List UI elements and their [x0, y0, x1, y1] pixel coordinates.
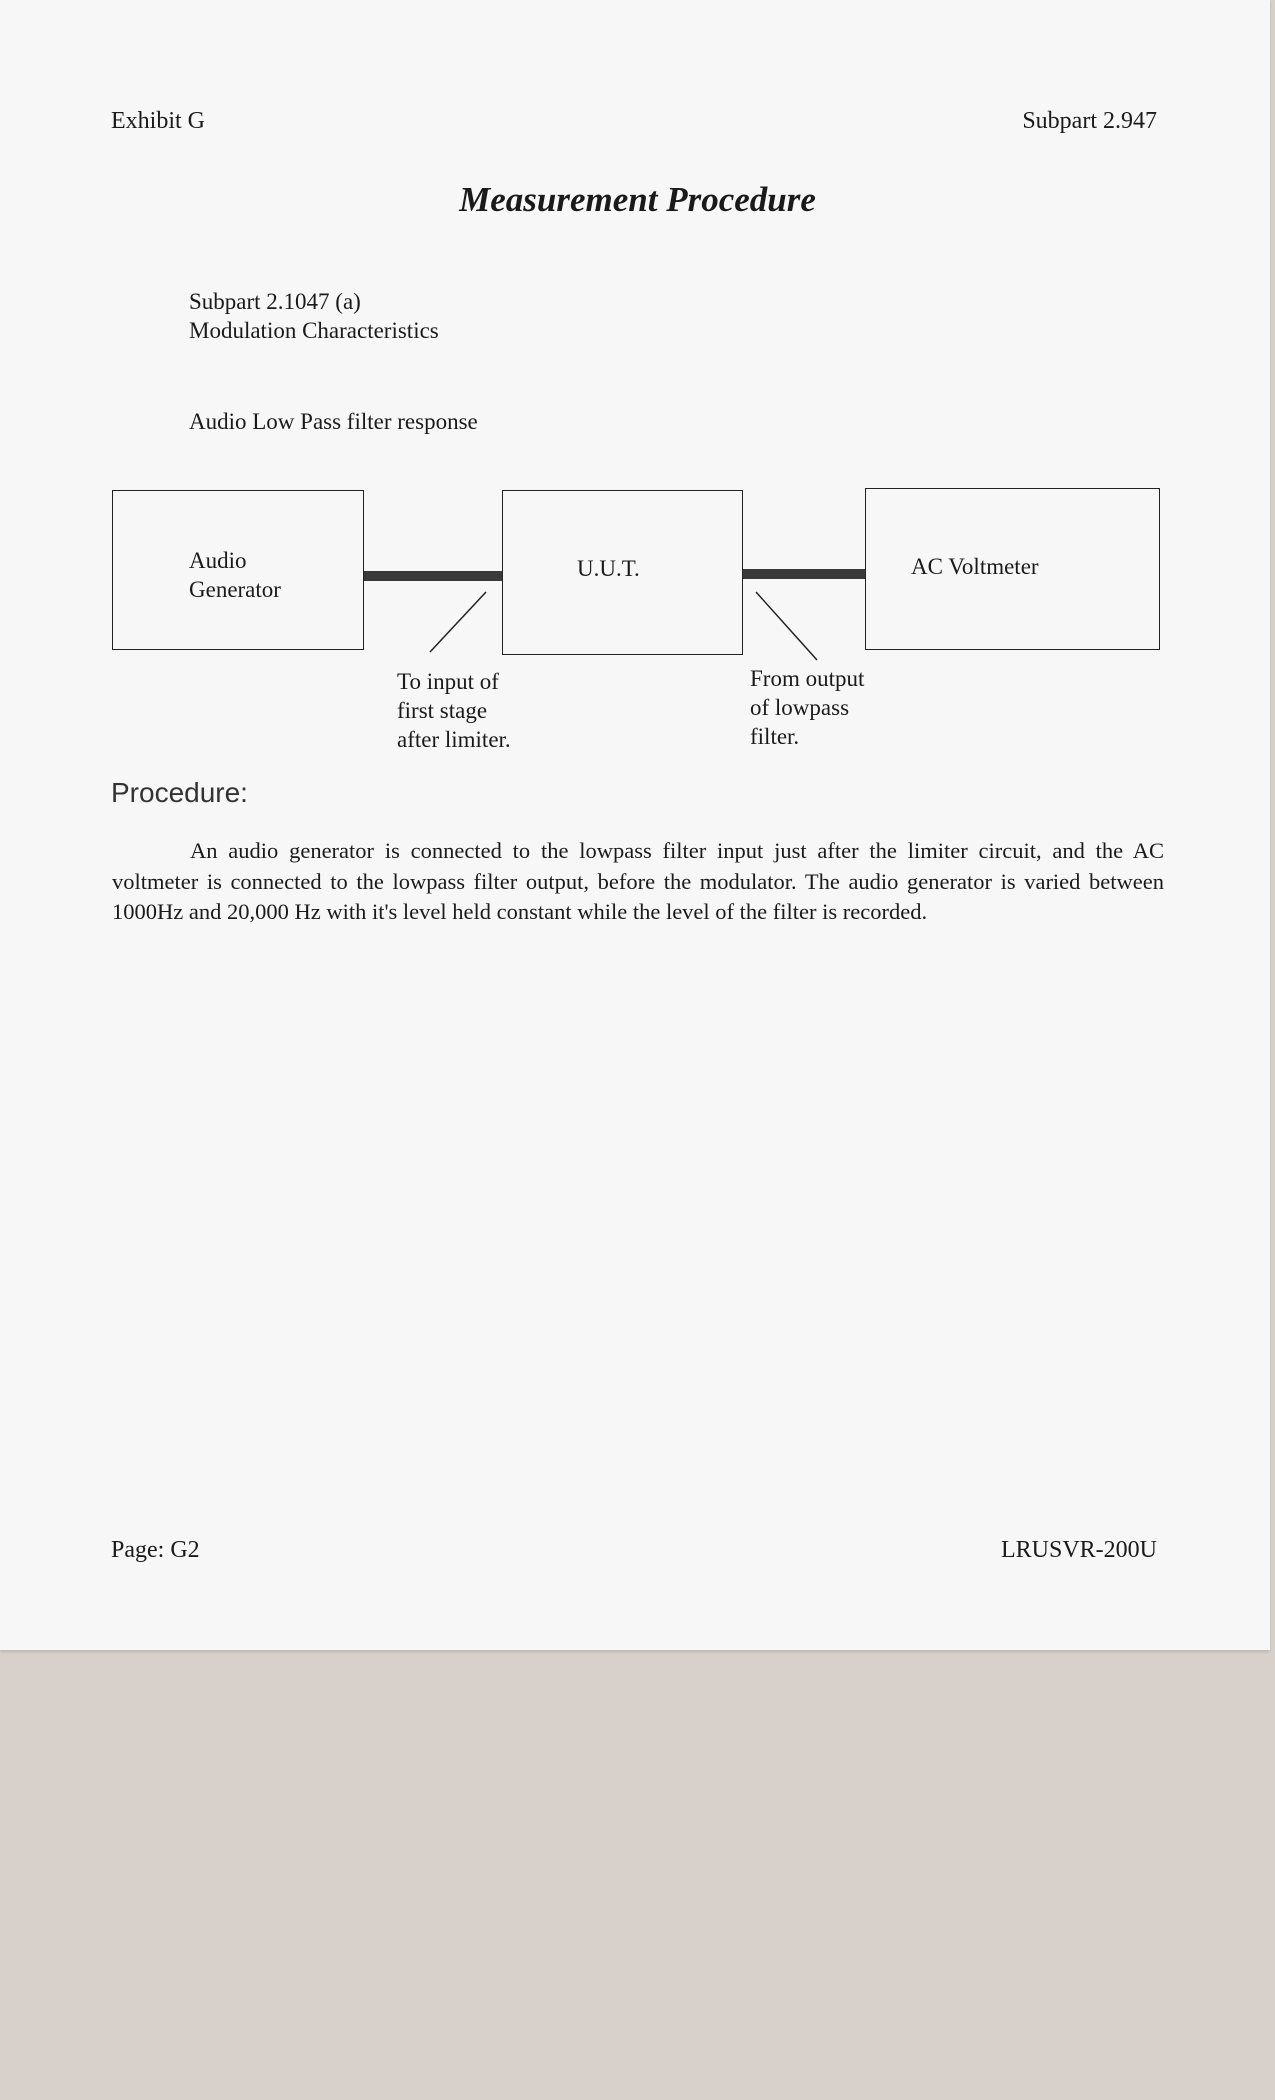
section-name: Modulation Characteristics [189, 318, 439, 343]
diagram-connections [0, 0, 1270, 800]
page-number: Page: G2 [111, 1537, 200, 1563]
audio-generator-label-line2: Generator [189, 577, 281, 602]
subpart-header: Subpart 2.947 [1022, 108, 1157, 134]
cable-uut-voltmeter [742, 569, 866, 579]
output-note-line2: of lowpass [750, 695, 850, 720]
output-note-line3: filter. [750, 724, 800, 749]
section-subpart: Subpart 2.1047 (a) [189, 289, 361, 314]
uut-label: U.U.T. [577, 556, 640, 581]
output-note-line1: From output [750, 666, 865, 691]
exhibit-label: Exhibit G [111, 108, 205, 134]
input-note-line2: first stage [397, 698, 488, 723]
ac-voltmeter-label: AC Voltmeter [911, 554, 1039, 579]
input-note-line1: To input of [397, 669, 499, 694]
procedure-text: An audio generator is connected to the lowpass filter input just after the limiter circuit, and the AC voltmeter is connected to the lowpass filter output, before the modulator. The audio generator is varied between 1000Hz and 20,000 Hz with it's level held constant while the level of the filter is recorded. [112, 838, 1164, 924]
output-note [750, 664, 864, 751]
uut-box [502, 490, 743, 655]
audio-generator-label-line1: Audio [189, 548, 247, 573]
model-number: LRUSVR-200U [1000, 1537, 1157, 1563]
cable-generator-uut [363, 571, 503, 581]
input-pointer-line [430, 592, 486, 652]
procedure-heading: Procedure: [111, 777, 248, 808]
ac-voltmeter-box [865, 488, 1160, 650]
audio-generator-box [112, 490, 364, 650]
input-note [397, 667, 511, 754]
test-name: Audio Low Pass filter response [189, 409, 478, 434]
input-note-line3: after limiter. [397, 727, 511, 752]
page-title: Measurement Procedure [459, 180, 816, 219]
output-pointer-line [756, 592, 817, 660]
